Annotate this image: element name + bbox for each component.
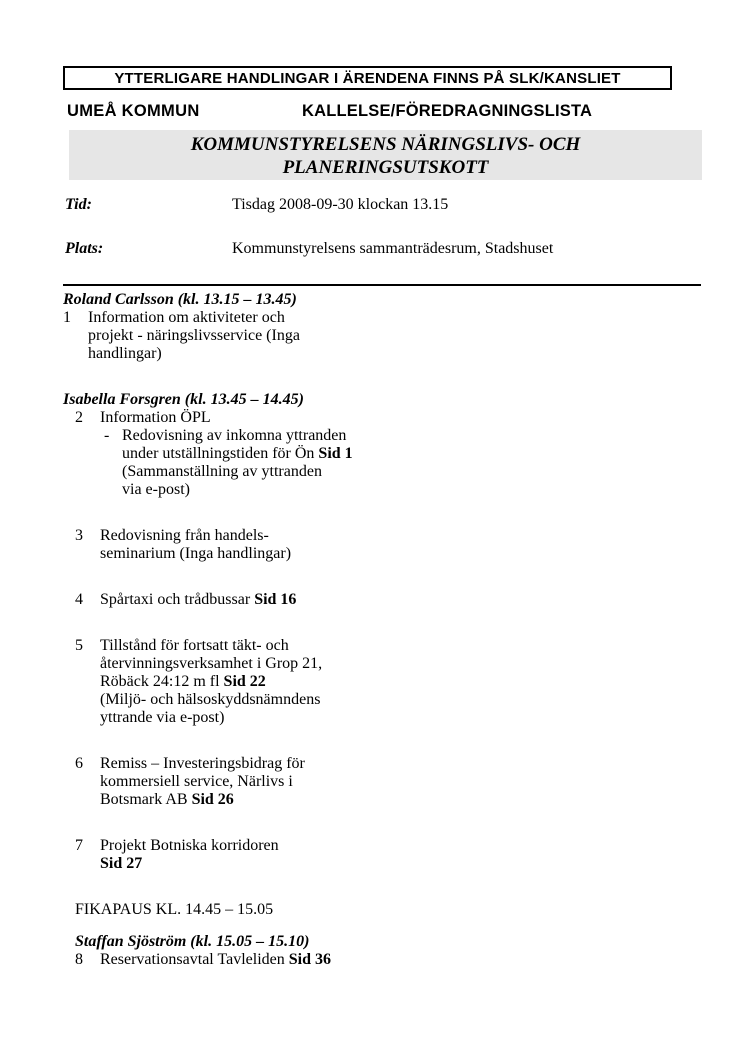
text-line [122,445,703,463]
text-line [100,951,703,969]
text-line [122,427,703,445]
text-line [100,673,703,691]
text-segment: Information om aktiviteter och [88,309,285,326]
text-line [88,309,703,327]
presenter-heading: Staffan Sjöström (kl. 15.05 – 15.10) [75,933,310,950]
text-segment: Tillstånd för fortsatt täkt- och [100,637,289,654]
text-segment: (Sammanställning av yttranden [122,463,322,480]
text-line [100,527,703,545]
item-text [100,837,703,873]
text-line [100,591,703,609]
text-segment: Botsmark AB [100,791,192,808]
break-heading: FIKAPAUS KL. 14.45 – 15.05 [75,901,274,918]
agenda-section [63,933,703,969]
page-reference: Sid 26 [191,791,234,808]
notice-banner-text: YTTERLIGARE HANDLINGAR I ÄRENDENA FINNS PÅ SLK/KANSLIET [114,69,621,87]
time-value: Tisdag 2008-09-30 klockan 13.15 [232,196,449,213]
agenda-item-1 [63,309,703,363]
text-line [100,545,703,563]
time-label: Tid: [65,196,92,213]
text-line [122,481,703,499]
text-line [100,755,703,773]
notice-banner [63,66,672,90]
item-number: 6 [75,755,83,772]
agenda-section [63,291,703,363]
text-line [100,791,703,809]
meeting-place-row [65,240,685,258]
text-segment: Redovisning av inkomna yttranden [122,427,347,444]
text-segment: handlingar) [88,345,162,362]
page-reference: Sid 36 [288,951,331,968]
text-line [100,409,703,427]
document-type-title: KALLELSE/FÖREDRAGNINGSLISTA [302,102,593,120]
text-segment: yttrande via e-post) [100,709,225,726]
text-segment: Projekt Botniska korridoren [100,837,279,854]
agenda-item-5 [63,637,703,727]
item-number: 2 [75,409,83,426]
text-line [100,837,703,855]
text-line [100,709,703,727]
text-segment: Röbäck 24:12 m fl [100,673,224,690]
sub-item [100,427,703,499]
item-number: 4 [75,591,83,608]
text-segment: via e-post) [122,481,190,498]
text-line [122,463,703,481]
committee-title-line2: PLANERINGSUTSKOTT [282,157,489,178]
presenter-heading: Roland Carlsson (kl. 13.15 – 13.45) [63,291,297,308]
text-segment: under utställningstiden för Ön [122,445,319,462]
item-number: 5 [75,637,83,654]
item-text [100,527,703,563]
place-value: Kommunstyrelsens sammanträdesrum, Stadshuset [232,240,554,257]
text-segment: (Miljö- och hälsoskyddsnämndens [100,691,321,708]
text-segment: Spårtaxi och trådbussar [100,591,255,608]
text-segment: kommersiell service, Närlivs i [100,773,293,790]
text-segment: seminarium (Inga handlingar) [100,545,292,562]
text-line [100,655,703,673]
page-reference: Sid 1 [318,445,353,462]
text-segment: återvinningsverksamhet i Grop 21, [100,655,323,672]
text-line [88,345,703,363]
divider-rule [63,284,701,286]
committee-banner [69,130,702,180]
item-text [100,409,703,499]
agenda-section [63,391,703,873]
text-segment: Redovisning från handels- [100,527,269,544]
sub-text [122,427,703,499]
text-line [100,855,703,873]
agenda-item-2 [63,409,703,499]
agenda-section [63,901,703,919]
item-text [100,637,703,727]
committee-title-line1: KOMMUNSTYRELSENS NÄRINGSLIVS- OCH [190,134,581,155]
text-line [100,773,703,791]
agenda-item-4 [63,591,703,609]
agenda-item-3 [63,527,703,563]
place-label: Plats: [65,240,104,257]
page-reference: Sid 22 [223,673,266,690]
page-reference: Sid 27 [100,855,143,872]
text-segment: Information ÖPL [100,409,211,426]
text-segment: Reservationsavtal Tavleliden [100,951,289,968]
sub-bullet: - [104,427,110,444]
text-line [88,327,703,345]
item-number: 7 [75,837,83,854]
item-text [88,309,703,363]
text-line [100,637,703,655]
item-number: 8 [75,951,83,968]
text-segment: Remiss – Investeringsbidrag för [100,755,305,772]
item-text [100,755,703,809]
organization-name: UMEÅ KOMMUN [67,102,200,120]
presenter-heading: Isabella Forsgren (kl. 13.45 – 14.45) [63,391,304,408]
agenda-item-8 [63,951,703,969]
page-reference: Sid 16 [254,591,297,608]
text-line [100,691,703,709]
meeting-time-row [65,196,685,214]
text-segment: projekt - näringslivsservice (Inga [88,327,300,344]
item-number: 3 [75,527,83,544]
item-text [100,951,703,969]
agenda-item-6 [63,755,703,809]
agenda [63,291,703,969]
item-number: 1 [63,309,71,326]
item-text [100,591,703,609]
agenda-item-7 [63,837,703,873]
